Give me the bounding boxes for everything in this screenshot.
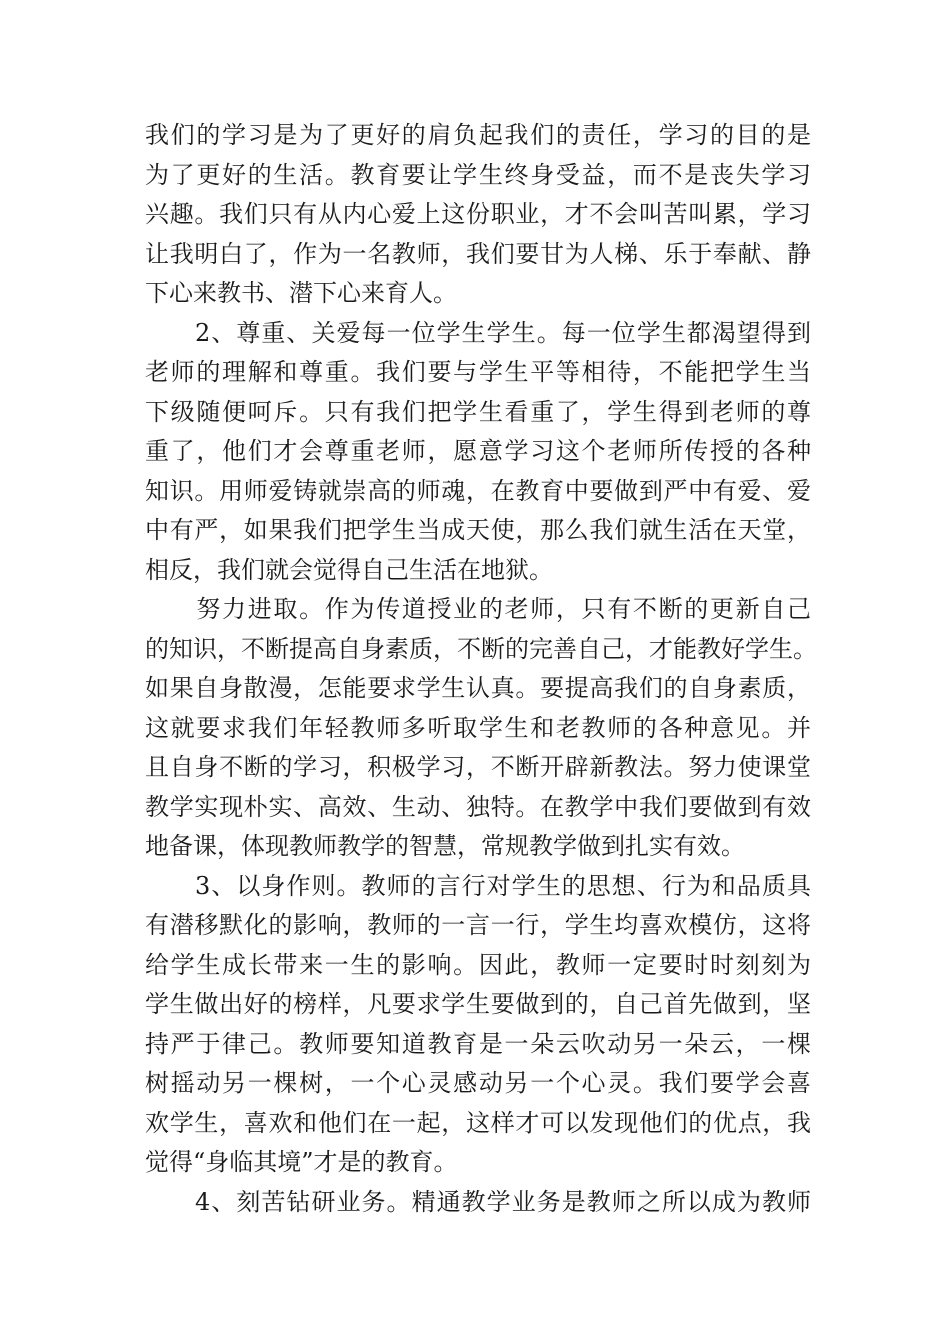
text-line: 4、刻苦钻研业务。精通教学业务是教师之所以成为教师 bbox=[145, 1187, 811, 1216]
text-line: 如果自身散漫，怎能要求学生认真。要提高我们的自身素质， bbox=[145, 674, 811, 702]
text-line: 3、以身作则。教师的言行对学生的思想、行为和品质具 bbox=[145, 871, 811, 900]
text-line: 下级随便呵斥。只有我们把学生看重了，学生得到老师的尊 bbox=[145, 397, 811, 426]
text-line: 的知识，不断提高自身素质，不断的完善自己，才能教好学生。 bbox=[145, 634, 817, 663]
text-line: 且自身不断的学习，积极学习，不断开辟新教法。努力使课堂 bbox=[145, 753, 811, 781]
text-line: 下心来教书、潜下心来育人。 bbox=[145, 279, 457, 307]
text-line: 树摇动另一棵树，一个心灵感动另一个心灵。我们要学会喜 bbox=[145, 1069, 811, 1097]
text-line: 觉得“身临其境”才是的教育。 bbox=[145, 1148, 458, 1176]
text-line: 努力进取。作为传道授业的老师，只有不断的更新自己 bbox=[145, 595, 811, 623]
text-line: 相反，我们就会觉得自己生活在地狱。 bbox=[145, 555, 553, 584]
text-line: 有潜移默化的影响，教师的一言一行，学生均喜欢模仿，这将 bbox=[145, 911, 811, 939]
text-line: 让我明白了，作为一名教师，我们要甘为人梯、乐于奉献、静 bbox=[145, 239, 811, 268]
text-line: 2、尊重、关爱每一位学生学生。每一位学生都渴望得到 bbox=[145, 318, 811, 347]
text-line: 中有严，如果我们把学生当成天使，那么我们就生活在天堂， bbox=[145, 516, 811, 544]
text-line: 重了，他们才会尊重老师，愿意学习这个老师所传授的各种 bbox=[145, 437, 811, 465]
text-line: 地备课，体现教师教学的智慧，常规教学做到扎实有效。 bbox=[145, 832, 745, 860]
text-line: 这就要求我们年轻教师多听取学生和老教师的各种意见。并 bbox=[145, 713, 811, 742]
text-line: 持严于律己。教师要知道教育是一朵云吹动另一朵云，一棵 bbox=[145, 1029, 811, 1058]
document-body-text bbox=[145, 116, 817, 1222]
text-line: 知识。用师爱铸就崇高的师魂，在教育中要做到严中有爱、爱 bbox=[145, 476, 811, 505]
text-line: 欢学生，喜欢和他们在一起，这样才可以发现他们的优点，我 bbox=[145, 1108, 811, 1137]
text-line: 为了更好的生活。教育要让学生终身受益，而不是丧失学习 bbox=[145, 160, 811, 189]
text-line: 老师的理解和尊重。我们要与学生平等相待，不能把学生当 bbox=[145, 358, 811, 386]
text-line: 学生做出好的榜样，凡要求学生要做到的，自己首先做到，坚 bbox=[145, 990, 811, 1018]
text-line: 我们的学习是为了更好的肩负起我们的责任，学习的目的是 bbox=[145, 121, 811, 149]
text-line: 教学实现朴实、高效、生动、独特。在教学中我们要做到有效 bbox=[145, 792, 811, 821]
text-line: 兴趣。我们只有从内心爱上这份职业，才不会叫苦叫累，学习 bbox=[145, 200, 811, 228]
text-line: 给学生成长带来一生的影响。因此，教师一定要时时刻刻为 bbox=[145, 950, 811, 979]
